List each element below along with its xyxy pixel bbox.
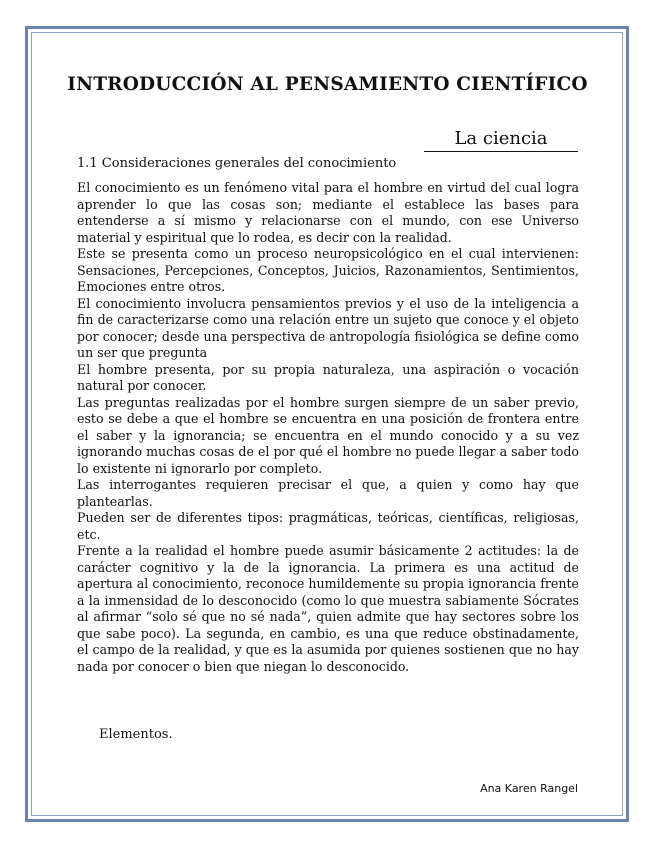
paragraph: Las interrogantes requieren precisar el que, a quien y como hay que plantearlas.	[77, 477, 579, 509]
paragraph: Frente a la realidad el hombre puede asumir básicamente 2 actitudes: la de carácter cognitivo y la de la ignorancia. La primera es una actitud de apertura al conocimiento, reconoce humildemente su propia ignorancia frente a la inmensidad de lo desconocido (como lo que muestra sabiamente Sócrates al afirmar “solo sé que no sé nada”, quien admite que hay sectores sobre los que sabe poco). La segunda, en cambio, es una que reduce obstinadamente, el campo de la realidad, y que es la asumida por quienes sostienen que no hay nada por conocer o bien que niegan lo desconocido.	[77, 543, 579, 674]
document-title: INTRODUCCIÓN AL PENSAMIENTO CIENTÍFICO	[67, 74, 588, 95]
paragraph: El conocimiento involucra pensamientos previos y el uso de la inteligencia a fin de caracterizarse como una relación entre un sujeto que conoce y el objeto por conocer; desde una perspectiva de antropología fisiológica se define como un ser que pregunta	[77, 295, 579, 360]
document-subtitle: La ciencia	[424, 128, 578, 152]
paragraph: Pueden ser de diferentes tipos: pragmáticas, teóricas, científicas, religiosas, etc.	[77, 510, 579, 542]
section-heading: 1.1 Consideraciones generales del conocimiento	[77, 156, 397, 171]
paragraph: Este se presenta como un proceso neuropsicológico en el cual intervienen: Sensaciones, Percepciones, Conceptos, Juicios, Razonamientos, Sentimientos, Emociones entre otros.	[77, 246, 579, 294]
body-text	[77, 180, 579, 675]
elements-heading: Elementos.	[99, 727, 173, 742]
paragraph: El conocimiento es un fenómeno vital para el hombre en virtud del cual logra aprender lo que las cosas son; mediante el establece las bases para entenderse a sí mismo y relacionarse con el mundo, con ese Universo material y espiritual que lo rodea, es decir con la realidad.	[77, 180, 579, 245]
author-name: Ana Karen Rangel	[480, 782, 578, 795]
paragraph: El hombre presenta, por su propia naturaleza, una aspiración o vocación natural por conocer.	[77, 361, 579, 393]
paragraph: Las preguntas realizadas por el hombre surgen siempre de un saber previo, esto se debe a que el hombre se encuentra en una posición de frontera entre el saber y la ignorancia; se encuentra en el mundo conocido y a su vez ignorando muchas cosas de el por qué el hombre no puede llegar a saber todo lo existente ni ignorarlo por completo.	[77, 394, 579, 476]
